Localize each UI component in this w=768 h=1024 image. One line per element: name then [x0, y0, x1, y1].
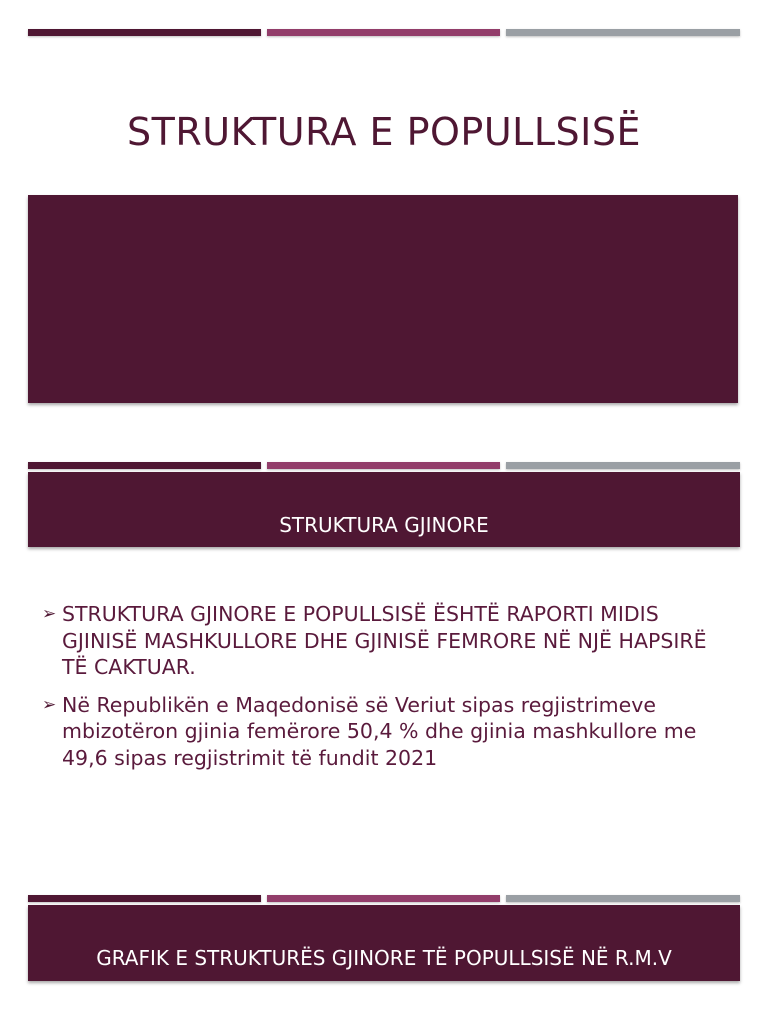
- accent-stripe-dark: [28, 895, 261, 902]
- section-header-panel: [28, 472, 740, 547]
- list-item: [42, 601, 732, 681]
- slide-title: STRUKTURA E POPULLSISË: [127, 110, 641, 154]
- accent-stripe-grey: [506, 29, 740, 36]
- title-panel: [28, 195, 738, 403]
- accent-stripe-grey: [506, 462, 740, 469]
- section-header: STRUKTURA GJINORE: [279, 513, 489, 537]
- list-item: [42, 692, 732, 772]
- arrow-bullet-icon: ➢: [42, 604, 57, 624]
- chart-title-panel: [28, 905, 740, 981]
- bullet-list: [42, 601, 732, 782]
- chart-section-title: GRAFIK E STRUKTURËS GJINORE TË POPULLSISË NË R.M.V: [96, 946, 672, 970]
- arrow-bullet-icon: ➢: [42, 694, 57, 715]
- bullet-text: Në Republikën e Maqedonisë së Veriut sipas regjistrimeve mbizotëron gjinia femërore 50,4 % dhe gjinia mashkullore me 49,6 sipas regjistrimit të fundit 2021: [62, 692, 697, 770]
- accent-stripe-magenta: [267, 462, 500, 469]
- accent-stripe-dark: [28, 29, 261, 36]
- bullet-text: STRUKTURA GJINORE E POPULLSISË ËSHTË RAPORTI MIDIS GJINISË MASHKULLORE DHE GJINISË FEMRORE NË NJË HAPSIRË TË CAKTUAR.: [62, 602, 707, 679]
- accent-stripe-magenta: [267, 895, 500, 902]
- accent-stripe-grey: [506, 895, 740, 902]
- accent-stripe-magenta: [267, 29, 500, 36]
- accent-stripe-dark: [28, 462, 261, 469]
